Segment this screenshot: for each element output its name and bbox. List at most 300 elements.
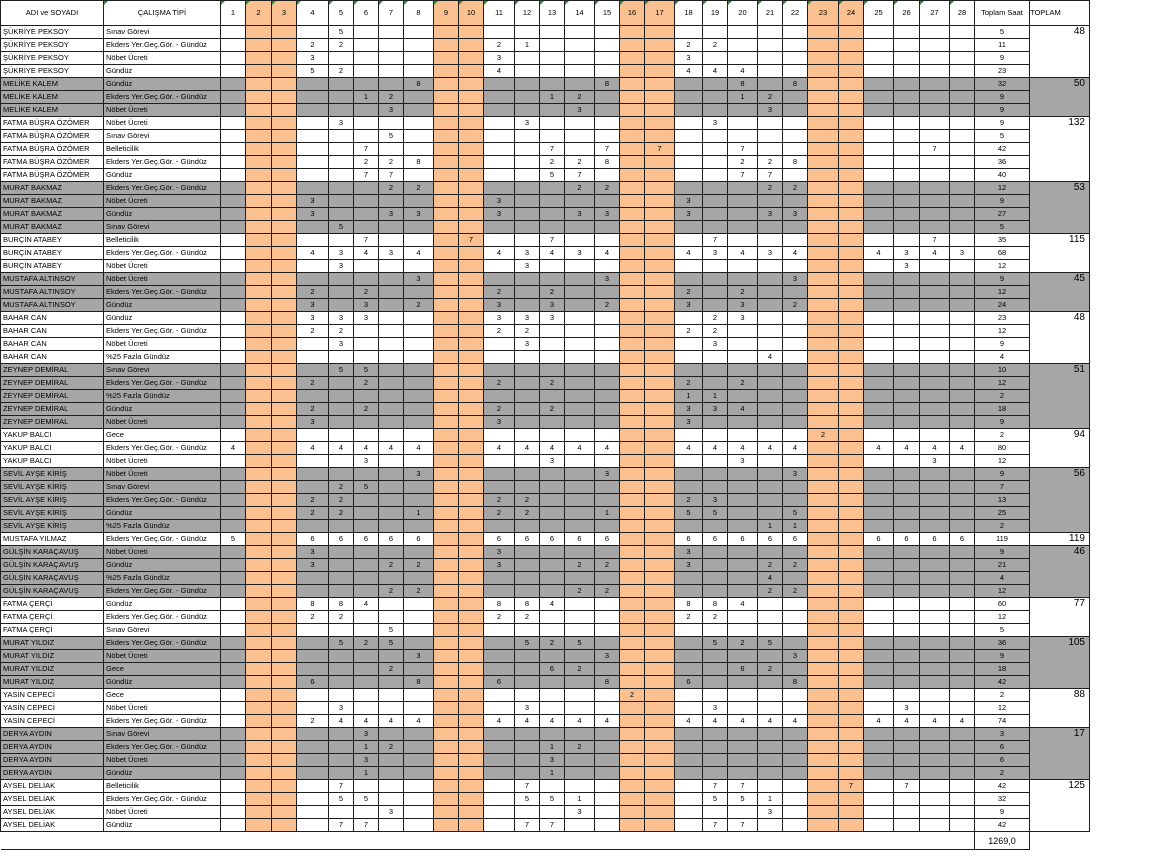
cell-day-8[interactable] bbox=[404, 611, 434, 624]
cell-day-25[interactable] bbox=[864, 728, 894, 741]
cell-day-28[interactable] bbox=[950, 754, 975, 767]
cell-day-21[interactable] bbox=[758, 702, 783, 715]
cell-day-23[interactable] bbox=[808, 715, 839, 728]
cell-day-12[interactable] bbox=[515, 741, 540, 754]
cell-day-17[interactable] bbox=[645, 26, 675, 39]
cell-day-25[interactable] bbox=[864, 793, 894, 806]
cell-day-24[interactable] bbox=[839, 520, 864, 533]
cell-day-11[interactable] bbox=[484, 650, 515, 663]
cell-day-15[interactable] bbox=[595, 104, 620, 117]
cell-day-16[interactable] bbox=[620, 416, 645, 429]
cell-day-9[interactable] bbox=[434, 572, 459, 585]
cell-day-4[interactable] bbox=[297, 221, 329, 234]
cell-day-6[interactable] bbox=[354, 39, 379, 52]
cell-day-16[interactable] bbox=[620, 481, 645, 494]
cell-day-9[interactable] bbox=[434, 208, 459, 221]
cell-day-28[interactable] bbox=[950, 143, 975, 156]
cell-day-16[interactable] bbox=[620, 754, 645, 767]
cell-work-type[interactable]: Ekders Yer.Geç.Gör. - Gündüz bbox=[104, 715, 221, 728]
cell-day-11[interactable]: 3 bbox=[484, 559, 515, 572]
cell-day-13[interactable] bbox=[540, 559, 565, 572]
cell-day-14[interactable] bbox=[565, 260, 595, 273]
cell-day-8[interactable] bbox=[404, 169, 434, 182]
cell-day-20[interactable] bbox=[728, 559, 758, 572]
cell-work-type[interactable]: Gündüz bbox=[104, 78, 221, 91]
cell-work-type[interactable]: Gece bbox=[104, 663, 221, 676]
cell-total-hours[interactable]: 9 bbox=[975, 273, 1030, 286]
cell-day-8[interactable]: 3 bbox=[404, 468, 434, 481]
cell-day-14[interactable] bbox=[565, 507, 595, 520]
cell-name[interactable]: MUSTAFA YILMAZ bbox=[1, 533, 104, 546]
cell-day-8[interactable]: 4 bbox=[404, 442, 434, 455]
cell-day-11[interactable]: 2 bbox=[484, 325, 515, 338]
cell-day-27[interactable] bbox=[920, 377, 950, 390]
cell-day-6[interactable]: 6 bbox=[354, 533, 379, 546]
header-day-11[interactable]: 11 bbox=[484, 1, 515, 26]
cell-day-28[interactable] bbox=[950, 221, 975, 234]
cell-day-19[interactable]: 5 bbox=[703, 793, 728, 806]
cell-day-15[interactable]: 8 bbox=[595, 78, 620, 91]
cell-day-21[interactable] bbox=[758, 65, 783, 78]
cell-day-15[interactable] bbox=[595, 663, 620, 676]
cell-day-6[interactable]: 4 bbox=[354, 598, 379, 611]
cell-day-10[interactable] bbox=[459, 377, 484, 390]
cell-day-23[interactable] bbox=[808, 377, 839, 390]
cell-day-13[interactable] bbox=[540, 52, 565, 65]
cell-day-2[interactable] bbox=[246, 208, 272, 221]
cell-day-25[interactable]: 4 bbox=[864, 715, 894, 728]
cell-day-15[interactable] bbox=[595, 325, 620, 338]
cell-work-type[interactable]: Gece bbox=[104, 689, 221, 702]
cell-name[interactable]: SEVİL AYŞE KİRİŞ bbox=[1, 520, 104, 533]
cell-day-25[interactable] bbox=[864, 676, 894, 689]
cell-day-8[interactable] bbox=[404, 416, 434, 429]
cell-day-22[interactable] bbox=[783, 741, 808, 754]
cell-day-14[interactable] bbox=[565, 273, 595, 286]
cell-day-16[interactable] bbox=[620, 546, 645, 559]
cell-day-28[interactable] bbox=[950, 52, 975, 65]
cell-person-total[interactable]: 56 bbox=[1030, 468, 1090, 533]
cell-day-28[interactable] bbox=[950, 195, 975, 208]
cell-day-25[interactable] bbox=[864, 624, 894, 637]
cell-day-25[interactable] bbox=[864, 572, 894, 585]
cell-day-18[interactable] bbox=[675, 819, 703, 832]
cell-day-3[interactable] bbox=[272, 754, 297, 767]
cell-day-7[interactable] bbox=[379, 390, 404, 403]
cell-day-4[interactable] bbox=[297, 728, 329, 741]
cell-day-16[interactable] bbox=[620, 455, 645, 468]
cell-work-type[interactable]: Nöbet Ücreti bbox=[104, 416, 221, 429]
cell-day-27[interactable] bbox=[920, 260, 950, 273]
cell-day-25[interactable] bbox=[864, 390, 894, 403]
cell-day-4[interactable] bbox=[297, 351, 329, 364]
cell-day-8[interactable]: 1 bbox=[404, 507, 434, 520]
cell-total-hours[interactable]: 9 bbox=[975, 338, 1030, 351]
cell-day-19[interactable] bbox=[703, 676, 728, 689]
cell-day-19[interactable]: 3 bbox=[703, 403, 728, 416]
cell-day-16[interactable] bbox=[620, 273, 645, 286]
cell-day-3[interactable] bbox=[272, 195, 297, 208]
cell-day-9[interactable] bbox=[434, 806, 459, 819]
cell-name[interactable]: GÜLŞİN KARAÇAVUŞ bbox=[1, 585, 104, 598]
cell-day-11[interactable] bbox=[484, 429, 515, 442]
cell-day-1[interactable]: 4 bbox=[221, 442, 246, 455]
cell-day-18[interactable]: 3 bbox=[675, 299, 703, 312]
cell-day-1[interactable] bbox=[221, 689, 246, 702]
cell-day-8[interactable] bbox=[404, 286, 434, 299]
cell-day-13[interactable] bbox=[540, 572, 565, 585]
cell-day-22[interactable] bbox=[783, 780, 808, 793]
cell-day-19[interactable]: 5 bbox=[703, 507, 728, 520]
cell-day-28[interactable]: 6 bbox=[950, 533, 975, 546]
cell-day-19[interactable] bbox=[703, 299, 728, 312]
cell-day-27[interactable] bbox=[920, 104, 950, 117]
cell-day-2[interactable] bbox=[246, 273, 272, 286]
cell-day-10[interactable] bbox=[459, 806, 484, 819]
cell-day-20[interactable]: 4 bbox=[728, 598, 758, 611]
cell-work-type[interactable]: Sınav Görevi bbox=[104, 130, 221, 143]
cell-day-19[interactable] bbox=[703, 169, 728, 182]
grand-total-cell[interactable]: 1269,0 bbox=[975, 832, 1030, 850]
cell-day-17[interactable] bbox=[645, 286, 675, 299]
cell-day-10[interactable] bbox=[459, 26, 484, 39]
cell-day-17[interactable] bbox=[645, 429, 675, 442]
cell-day-2[interactable] bbox=[246, 65, 272, 78]
cell-day-3[interactable] bbox=[272, 416, 297, 429]
cell-day-23[interactable] bbox=[808, 260, 839, 273]
cell-person-total[interactable]: 125 bbox=[1030, 780, 1090, 832]
cell-day-3[interactable] bbox=[272, 312, 297, 325]
cell-day-2[interactable] bbox=[246, 507, 272, 520]
cell-day-28[interactable] bbox=[950, 494, 975, 507]
cell-day-10[interactable] bbox=[459, 78, 484, 91]
cell-day-17[interactable] bbox=[645, 676, 675, 689]
cell-day-20[interactable] bbox=[728, 416, 758, 429]
cell-day-10[interactable] bbox=[459, 416, 484, 429]
cell-person-total[interactable]: 119 bbox=[1030, 533, 1090, 546]
cell-day-13[interactable]: 1 bbox=[540, 91, 565, 104]
cell-day-5[interactable]: 3 bbox=[329, 312, 354, 325]
cell-total-hours[interactable]: 5 bbox=[975, 130, 1030, 143]
cell-day-3[interactable] bbox=[272, 663, 297, 676]
cell-day-10[interactable]: 7 bbox=[459, 234, 484, 247]
cell-day-16[interactable] bbox=[620, 130, 645, 143]
cell-day-27[interactable] bbox=[920, 221, 950, 234]
cell-day-24[interactable] bbox=[839, 91, 864, 104]
cell-day-10[interactable] bbox=[459, 533, 484, 546]
cell-day-12[interactable]: 4 bbox=[515, 442, 540, 455]
cell-day-13[interactable] bbox=[540, 494, 565, 507]
cell-day-16[interactable] bbox=[620, 78, 645, 91]
cell-day-13[interactable] bbox=[540, 104, 565, 117]
cell-day-20[interactable] bbox=[728, 208, 758, 221]
cell-day-26[interactable] bbox=[894, 39, 920, 52]
cell-day-23[interactable] bbox=[808, 754, 839, 767]
cell-day-25[interactable] bbox=[864, 195, 894, 208]
cell-day-12[interactable] bbox=[515, 156, 540, 169]
cell-total-hours[interactable]: 2 bbox=[975, 520, 1030, 533]
cell-name[interactable]: SEVİL AYŞE KİRİŞ bbox=[1, 481, 104, 494]
cell-day-18[interactable]: 6 bbox=[675, 533, 703, 546]
cell-total-hours[interactable]: 80 bbox=[975, 442, 1030, 455]
cell-day-21[interactable] bbox=[758, 78, 783, 91]
cell-day-27[interactable]: 4 bbox=[920, 442, 950, 455]
cell-day-25[interactable] bbox=[864, 325, 894, 338]
cell-day-4[interactable] bbox=[297, 390, 329, 403]
cell-day-2[interactable] bbox=[246, 754, 272, 767]
cell-name[interactable]: MURAT YILDIZ bbox=[1, 676, 104, 689]
cell-day-23[interactable] bbox=[808, 52, 839, 65]
cell-day-9[interactable] bbox=[434, 429, 459, 442]
cell-day-13[interactable] bbox=[540, 26, 565, 39]
cell-day-3[interactable] bbox=[272, 390, 297, 403]
cell-day-4[interactable]: 3 bbox=[297, 208, 329, 221]
cell-day-20[interactable] bbox=[728, 260, 758, 273]
header-day-5[interactable]: 5 bbox=[329, 1, 354, 26]
cell-day-22[interactable]: 5 bbox=[783, 507, 808, 520]
cell-day-5[interactable] bbox=[329, 299, 354, 312]
cell-day-14[interactable] bbox=[565, 130, 595, 143]
cell-day-28[interactable] bbox=[950, 429, 975, 442]
cell-day-9[interactable] bbox=[434, 663, 459, 676]
cell-day-26[interactable] bbox=[894, 767, 920, 780]
cell-day-15[interactable] bbox=[595, 234, 620, 247]
cell-day-13[interactable]: 4 bbox=[540, 598, 565, 611]
cell-day-15[interactable] bbox=[595, 390, 620, 403]
cell-day-13[interactable] bbox=[540, 611, 565, 624]
cell-day-15[interactable]: 3 bbox=[595, 208, 620, 221]
cell-day-4[interactable]: 2 bbox=[297, 494, 329, 507]
cell-day-21[interactable] bbox=[758, 52, 783, 65]
cell-day-13[interactable] bbox=[540, 676, 565, 689]
cell-day-3[interactable] bbox=[272, 39, 297, 52]
cell-total-hours[interactable]: 9 bbox=[975, 195, 1030, 208]
cell-day-5[interactable] bbox=[329, 416, 354, 429]
cell-day-3[interactable] bbox=[272, 780, 297, 793]
cell-day-27[interactable] bbox=[920, 767, 950, 780]
cell-day-19[interactable] bbox=[703, 182, 728, 195]
cell-day-23[interactable] bbox=[808, 78, 839, 91]
cell-day-27[interactable]: 4 bbox=[920, 715, 950, 728]
cell-day-14[interactable] bbox=[565, 780, 595, 793]
cell-day-6[interactable] bbox=[354, 806, 379, 819]
cell-day-21[interactable] bbox=[758, 143, 783, 156]
cell-day-6[interactable] bbox=[354, 416, 379, 429]
cell-day-10[interactable] bbox=[459, 754, 484, 767]
cell-work-type[interactable]: Ekders Yer.Geç.Gör. - Gündüz bbox=[104, 793, 221, 806]
cell-day-7[interactable] bbox=[379, 312, 404, 325]
cell-day-8[interactable]: 8 bbox=[404, 156, 434, 169]
cell-day-7[interactable] bbox=[379, 234, 404, 247]
cell-day-3[interactable] bbox=[272, 559, 297, 572]
cell-day-24[interactable] bbox=[839, 247, 864, 260]
cell-day-12[interactable]: 3 bbox=[515, 260, 540, 273]
cell-name[interactable]: ŞÜKRİYE PEKSOY bbox=[1, 52, 104, 65]
cell-day-1[interactable] bbox=[221, 130, 246, 143]
cell-day-6[interactable]: 2 bbox=[354, 637, 379, 650]
header-day-4[interactable]: 4 bbox=[297, 1, 329, 26]
cell-day-12[interactable]: 3 bbox=[515, 338, 540, 351]
cell-day-26[interactable] bbox=[894, 637, 920, 650]
cell-day-12[interactable]: 2 bbox=[515, 611, 540, 624]
cell-day-12[interactable] bbox=[515, 364, 540, 377]
cell-day-10[interactable] bbox=[459, 715, 484, 728]
cell-total-hours[interactable]: 12 bbox=[975, 286, 1030, 299]
cell-day-18[interactable] bbox=[675, 143, 703, 156]
cell-day-2[interactable] bbox=[246, 416, 272, 429]
cell-total-hours[interactable]: 12 bbox=[975, 260, 1030, 273]
cell-person-total[interactable]: 50 bbox=[1030, 78, 1090, 117]
cell-day-9[interactable] bbox=[434, 234, 459, 247]
cell-day-15[interactable]: 2 bbox=[595, 585, 620, 598]
cell-day-7[interactable] bbox=[379, 481, 404, 494]
cell-day-17[interactable] bbox=[645, 533, 675, 546]
cell-day-7[interactable] bbox=[379, 221, 404, 234]
cell-day-24[interactable] bbox=[839, 767, 864, 780]
cell-day-21[interactable]: 5 bbox=[758, 637, 783, 650]
cell-day-10[interactable] bbox=[459, 793, 484, 806]
cell-total-hours[interactable]: 23 bbox=[975, 65, 1030, 78]
cell-day-17[interactable] bbox=[645, 494, 675, 507]
cell-day-27[interactable] bbox=[920, 416, 950, 429]
cell-day-7[interactable]: 2 bbox=[379, 182, 404, 195]
cell-day-13[interactable]: 2 bbox=[540, 637, 565, 650]
cell-day-18[interactable] bbox=[675, 650, 703, 663]
cell-day-21[interactable] bbox=[758, 728, 783, 741]
cell-day-13[interactable]: 7 bbox=[540, 143, 565, 156]
cell-day-3[interactable] bbox=[272, 429, 297, 442]
cell-day-4[interactable] bbox=[297, 117, 329, 130]
cell-day-2[interactable] bbox=[246, 364, 272, 377]
cell-person-total[interactable]: 46 bbox=[1030, 546, 1090, 598]
cell-day-3[interactable] bbox=[272, 104, 297, 117]
cell-day-19[interactable]: 3 bbox=[703, 702, 728, 715]
cell-work-type[interactable]: Nöbet Ücreti bbox=[104, 468, 221, 481]
cell-day-26[interactable] bbox=[894, 143, 920, 156]
cell-person-total[interactable]: 77 bbox=[1030, 598, 1090, 637]
cell-day-11[interactable]: 3 bbox=[484, 52, 515, 65]
cell-total-hours[interactable]: 9 bbox=[975, 104, 1030, 117]
header-day-16[interactable]: 16 bbox=[620, 1, 645, 26]
cell-day-17[interactable] bbox=[645, 156, 675, 169]
cell-day-3[interactable] bbox=[272, 572, 297, 585]
cell-day-14[interactable]: 2 bbox=[565, 91, 595, 104]
cell-day-2[interactable] bbox=[246, 793, 272, 806]
cell-total-hours[interactable]: 2 bbox=[975, 390, 1030, 403]
cell-day-6[interactable]: 2 bbox=[354, 156, 379, 169]
cell-day-27[interactable] bbox=[920, 78, 950, 91]
cell-day-12[interactable]: 3 bbox=[515, 247, 540, 260]
cell-day-18[interactable] bbox=[675, 221, 703, 234]
cell-day-11[interactable] bbox=[484, 624, 515, 637]
cell-day-7[interactable] bbox=[379, 611, 404, 624]
cell-day-25[interactable] bbox=[864, 819, 894, 832]
cell-day-2[interactable] bbox=[246, 91, 272, 104]
cell-day-3[interactable] bbox=[272, 78, 297, 91]
cell-day-15[interactable] bbox=[595, 52, 620, 65]
cell-day-26[interactable] bbox=[894, 286, 920, 299]
cell-day-27[interactable] bbox=[920, 689, 950, 702]
cell-day-10[interactable] bbox=[459, 494, 484, 507]
cell-day-13[interactable]: 7 bbox=[540, 234, 565, 247]
cell-work-type[interactable]: Gündüz bbox=[104, 767, 221, 780]
cell-name[interactable]: SEVİL AYŞE KİRİŞ bbox=[1, 468, 104, 481]
cell-day-18[interactable] bbox=[675, 117, 703, 130]
cell-work-type[interactable]: Gece bbox=[104, 429, 221, 442]
cell-day-2[interactable] bbox=[246, 78, 272, 91]
cell-day-4[interactable] bbox=[297, 169, 329, 182]
cell-day-5[interactable] bbox=[329, 468, 354, 481]
cell-day-24[interactable] bbox=[839, 663, 864, 676]
cell-day-18[interactable] bbox=[675, 624, 703, 637]
cell-day-15[interactable] bbox=[595, 806, 620, 819]
cell-day-16[interactable] bbox=[620, 338, 645, 351]
cell-day-23[interactable] bbox=[808, 585, 839, 598]
cell-total-hours[interactable]: 40 bbox=[975, 169, 1030, 182]
cell-day-11[interactable] bbox=[484, 754, 515, 767]
cell-day-22[interactable] bbox=[783, 130, 808, 143]
cell-day-25[interactable] bbox=[864, 754, 894, 767]
cell-day-10[interactable] bbox=[459, 286, 484, 299]
cell-day-14[interactable] bbox=[565, 26, 595, 39]
cell-day-13[interactable] bbox=[540, 650, 565, 663]
cell-day-8[interactable] bbox=[404, 806, 434, 819]
cell-day-7[interactable] bbox=[379, 455, 404, 468]
cell-day-1[interactable] bbox=[221, 754, 246, 767]
cell-day-15[interactable] bbox=[595, 780, 620, 793]
cell-day-17[interactable] bbox=[645, 806, 675, 819]
cell-day-7[interactable] bbox=[379, 260, 404, 273]
cell-day-11[interactable] bbox=[484, 741, 515, 754]
cell-day-27[interactable] bbox=[920, 130, 950, 143]
cell-day-2[interactable] bbox=[246, 286, 272, 299]
cell-day-15[interactable] bbox=[595, 767, 620, 780]
cell-day-11[interactable] bbox=[484, 468, 515, 481]
cell-work-type[interactable]: Ekders Yer.Geç.Gör. - Gündüz bbox=[104, 741, 221, 754]
cell-day-12[interactable] bbox=[515, 468, 540, 481]
cell-day-3[interactable] bbox=[272, 442, 297, 455]
cell-day-20[interactable] bbox=[728, 767, 758, 780]
cell-day-17[interactable] bbox=[645, 559, 675, 572]
cell-day-26[interactable]: 3 bbox=[894, 260, 920, 273]
cell-day-7[interactable] bbox=[379, 195, 404, 208]
cell-day-3[interactable] bbox=[272, 702, 297, 715]
cell-work-type[interactable]: Ekders Yer.Geç.Gör. - Gündüz bbox=[104, 325, 221, 338]
cell-day-26[interactable] bbox=[894, 156, 920, 169]
cell-day-18[interactable] bbox=[675, 26, 703, 39]
cell-day-12[interactable]: 4 bbox=[515, 715, 540, 728]
cell-day-20[interactable]: 4 bbox=[728, 403, 758, 416]
cell-day-24[interactable] bbox=[839, 676, 864, 689]
cell-day-21[interactable]: 4 bbox=[758, 572, 783, 585]
cell-day-21[interactable] bbox=[758, 754, 783, 767]
cell-day-6[interactable]: 2 bbox=[354, 377, 379, 390]
cell-day-6[interactable] bbox=[354, 676, 379, 689]
cell-day-14[interactable] bbox=[565, 494, 595, 507]
cell-day-24[interactable] bbox=[839, 117, 864, 130]
cell-day-23[interactable] bbox=[808, 208, 839, 221]
cell-day-26[interactable] bbox=[894, 221, 920, 234]
cell-day-22[interactable] bbox=[783, 390, 808, 403]
cell-day-9[interactable] bbox=[434, 377, 459, 390]
cell-day-1[interactable] bbox=[221, 611, 246, 624]
cell-day-24[interactable] bbox=[839, 104, 864, 117]
cell-day-7[interactable] bbox=[379, 39, 404, 52]
cell-day-7[interactable]: 2 bbox=[379, 91, 404, 104]
cell-day-7[interactable] bbox=[379, 65, 404, 78]
cell-name[interactable]: MURAT YILDIZ bbox=[1, 650, 104, 663]
cell-day-13[interactable]: 5 bbox=[540, 793, 565, 806]
